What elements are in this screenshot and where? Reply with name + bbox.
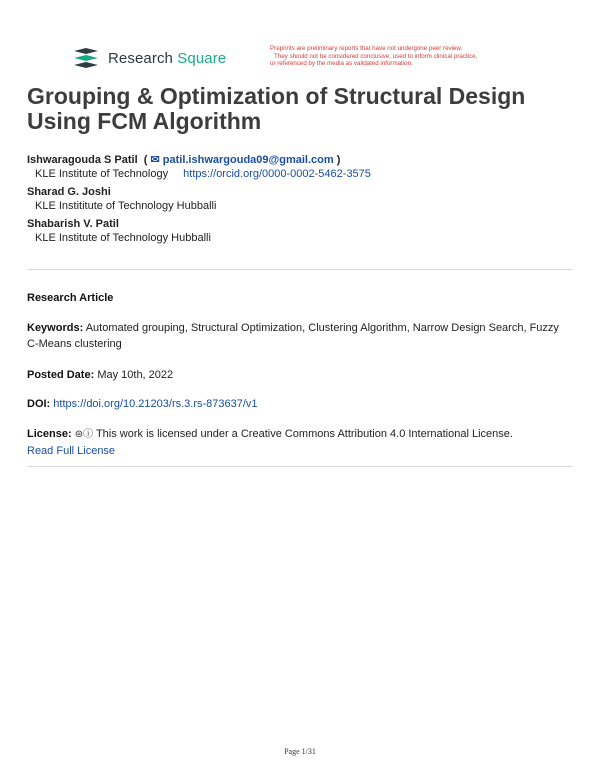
author-affiliation [27, 167, 577, 182]
disclaimer-line: or referenced by the media as validated information. [270, 60, 413, 68]
read-full-license-link[interactable]: Read Full License [27, 445, 116, 457]
cc-icon: ⊜ [74, 429, 84, 440]
author-name [27, 153, 577, 167]
disclaimer-line: They should not be considered conclusive, used to inform clinical practice, [274, 52, 478, 60]
author-name-text: Ishwaragouda S Patil [27, 154, 138, 166]
posted-date-label: Posted Date: [27, 369, 95, 381]
posted-date [27, 367, 573, 383]
disclaimer-line: Preprints are preliminary reports that have not undergone peer review. [270, 45, 463, 52]
license-label: License: [27, 428, 72, 440]
keywords-text: Automated grouping, Structural Optimization, Clustering Algorithm, Narrow Design Search, Fuzzy C-Means clustering [27, 322, 559, 350]
divider [27, 269, 573, 270]
posted-date-value: May 10th, 2022 [97, 369, 174, 381]
logo-text [108, 50, 226, 67]
author-email-text: patil.ishwargouda09@gmail.com [162, 154, 334, 166]
research-square-logo-icon [72, 47, 100, 69]
article-type-text: Research Article [27, 292, 114, 304]
license [27, 426, 573, 459]
orcid-link[interactable]: https://orcid.org/0000-0002-5462-3575 [183, 168, 371, 180]
logo-word-research: Research [108, 49, 173, 67]
author-affiliation: KLE Institute of Technology Hubballi [35, 232, 211, 244]
preprint-disclaimer [270, 45, 540, 68]
author-name: Shabarish V. Patil [27, 218, 119, 230]
research-square-logo[interactable] [72, 47, 226, 69]
article-type [27, 290, 573, 306]
page-number: Page 1/31 [284, 747, 316, 756]
doi-label: DOI: [27, 398, 51, 410]
cc-by-icon: ⓘ [83, 429, 94, 440]
doi [27, 396, 573, 412]
author-name: Sharad G. Joshi [27, 186, 111, 198]
keywords [27, 320, 573, 352]
author-email-wrap: ( ✉ patil.ishwargouda09@gmail.com ) [140, 154, 341, 166]
author-affiliation-text: KLE Institute of Technology [35, 168, 169, 180]
author-email-link[interactable] [150, 154, 333, 166]
page-title: Grouping & Optimization of Structural Design Using FCM Algorithm [27, 83, 526, 134]
mail-icon: ✉ [150, 154, 160, 166]
author-affiliation: KLE Instititute of Technology Hubballi [35, 200, 217, 212]
author-list [27, 153, 577, 249]
keywords-label: Keywords: [27, 322, 84, 334]
doi-link[interactable]: https://doi.org/10.21203/rs.3.rs-873637/v1 [53, 398, 258, 410]
divider [27, 466, 573, 467]
license-text: This work is licensed under a Creative Commons Attribution 4.0 International License. [95, 428, 513, 440]
logo-word-square: Square [177, 49, 227, 67]
